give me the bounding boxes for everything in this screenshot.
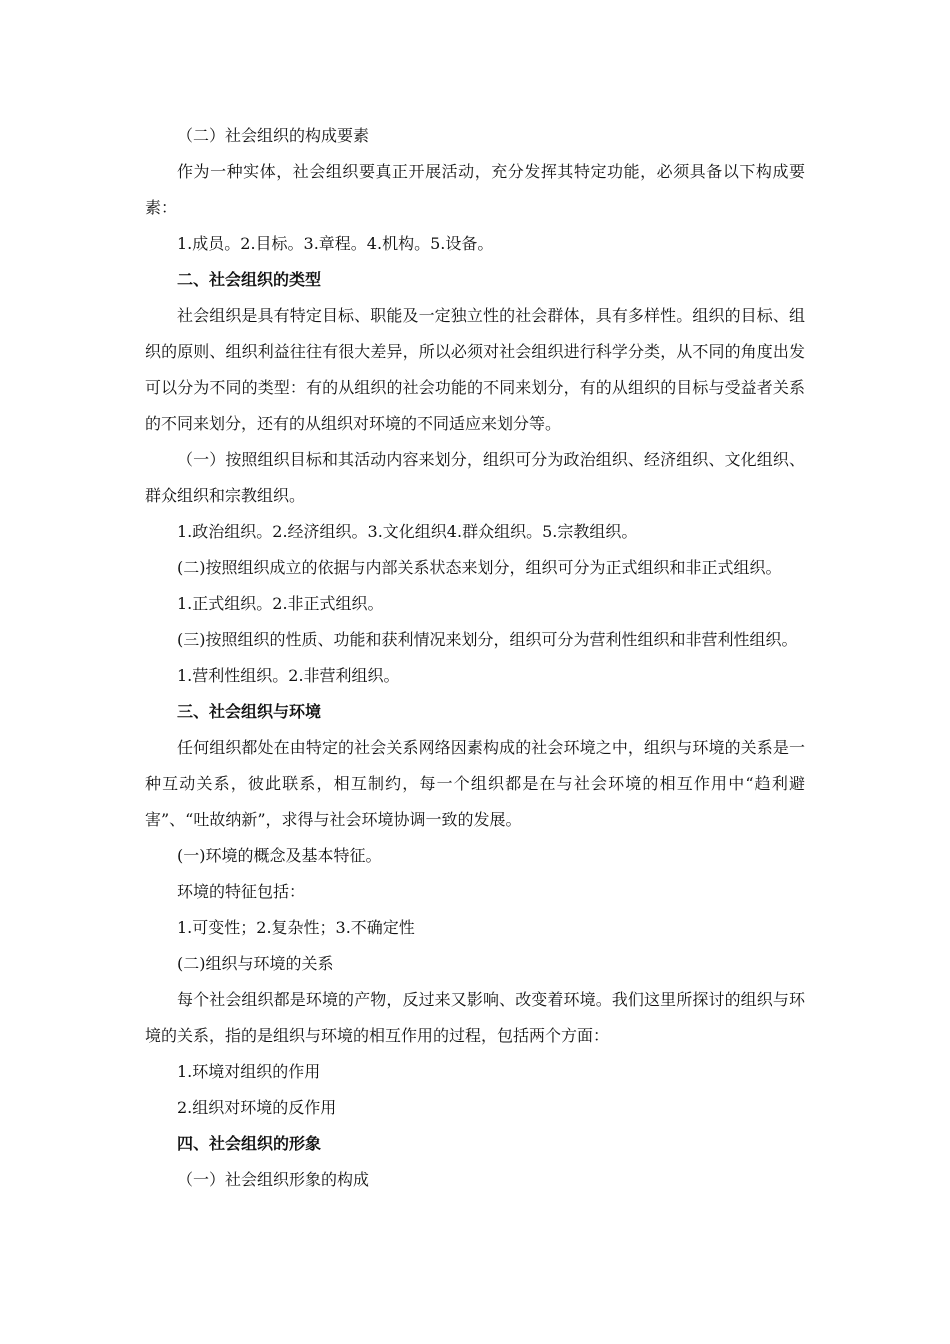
paragraph: 环境的特征包括： [177,882,306,901]
paragraph: 每个社会组织都是环境的产物，反过来又影响、改变着环境。我们这里所探讨的组织与环境的关系，指的是组织与环境的相互作用的过程，包括两个方面： [145,990,805,1045]
subsection-title: （一）社会组织形象的构成 [177,1170,370,1189]
list-line: 2.组织对环境的反作用 [177,1098,337,1117]
list-line: 1.政治组织。2.经济组织。3.文化组织4.群众组织。5.宗教组织。 [177,522,638,541]
paragraph: 作为一种实体，社会组织要真正开展活动，充分发挥其特定功能，必须具备以下构成要素： [145,162,805,217]
list-line: 1.环境对组织的作用 [177,1062,321,1081]
document-body [145,118,805,1198]
list-line: 1.正式组织。2.非正式组织。 [177,594,384,613]
subsection-title: (二)组织与环境的关系 [177,954,334,973]
list-line: 1.可变性；2.复杂性；3.不确定性 [177,918,415,937]
paragraph: (三)按照组织的性质、功能和获利情况来划分，组织可分为营利性组织和非营利性组织。 [177,630,798,649]
paragraph: （一）按照组织目标和其活动内容来划分，组织可分为政治组织、经济组织、文化组织、群众组织和宗教组织。 [145,450,805,505]
section-heading: 四、社会组织的形象 [177,1134,322,1153]
section-heading: 三、社会组织与环境 [177,702,322,721]
subsection-title: (一)环境的概念及基本特征。 [177,846,382,865]
list-line: 1.营利性组织。2.非营利组织。 [177,666,400,685]
paragraph: 社会组织是具有特定目标、职能及一定独立性的社会群体，具有多样性。组织的目标、组织的原则、组织利益往往有很大差异，所以必须对社会组织进行科学分类，从不同的角度出发可以分为不同的类型：有的从组织的社会功能的不同来划分，有的从组织的目标与受益者关系的不同来划分，还有的从组织对环境的不同适应来划分等。 [145,306,805,433]
section-heading: 二、社会组织的类型 [177,270,322,289]
subsection-title: （二）社会组织的构成要素 [177,126,370,145]
paragraph: 任何组织都处在由特定的社会关系网络因素构成的社会环境之中，组织与环境的关系是一种互动关系，彼此联系，相互制约，每一个组织都是在与社会环境的相互作用中“趋利避害”、“吐故纳新”，求得与社会环境协调一致的发展。 [145,738,805,829]
paragraph: (二)按照组织成立的依据与内部关系状态来划分，组织可分为正式组织和非正式组织。 [177,558,782,577]
list-line: 1.成员。2.目标。3.章程。4.机构。5.设备。 [177,234,494,253]
